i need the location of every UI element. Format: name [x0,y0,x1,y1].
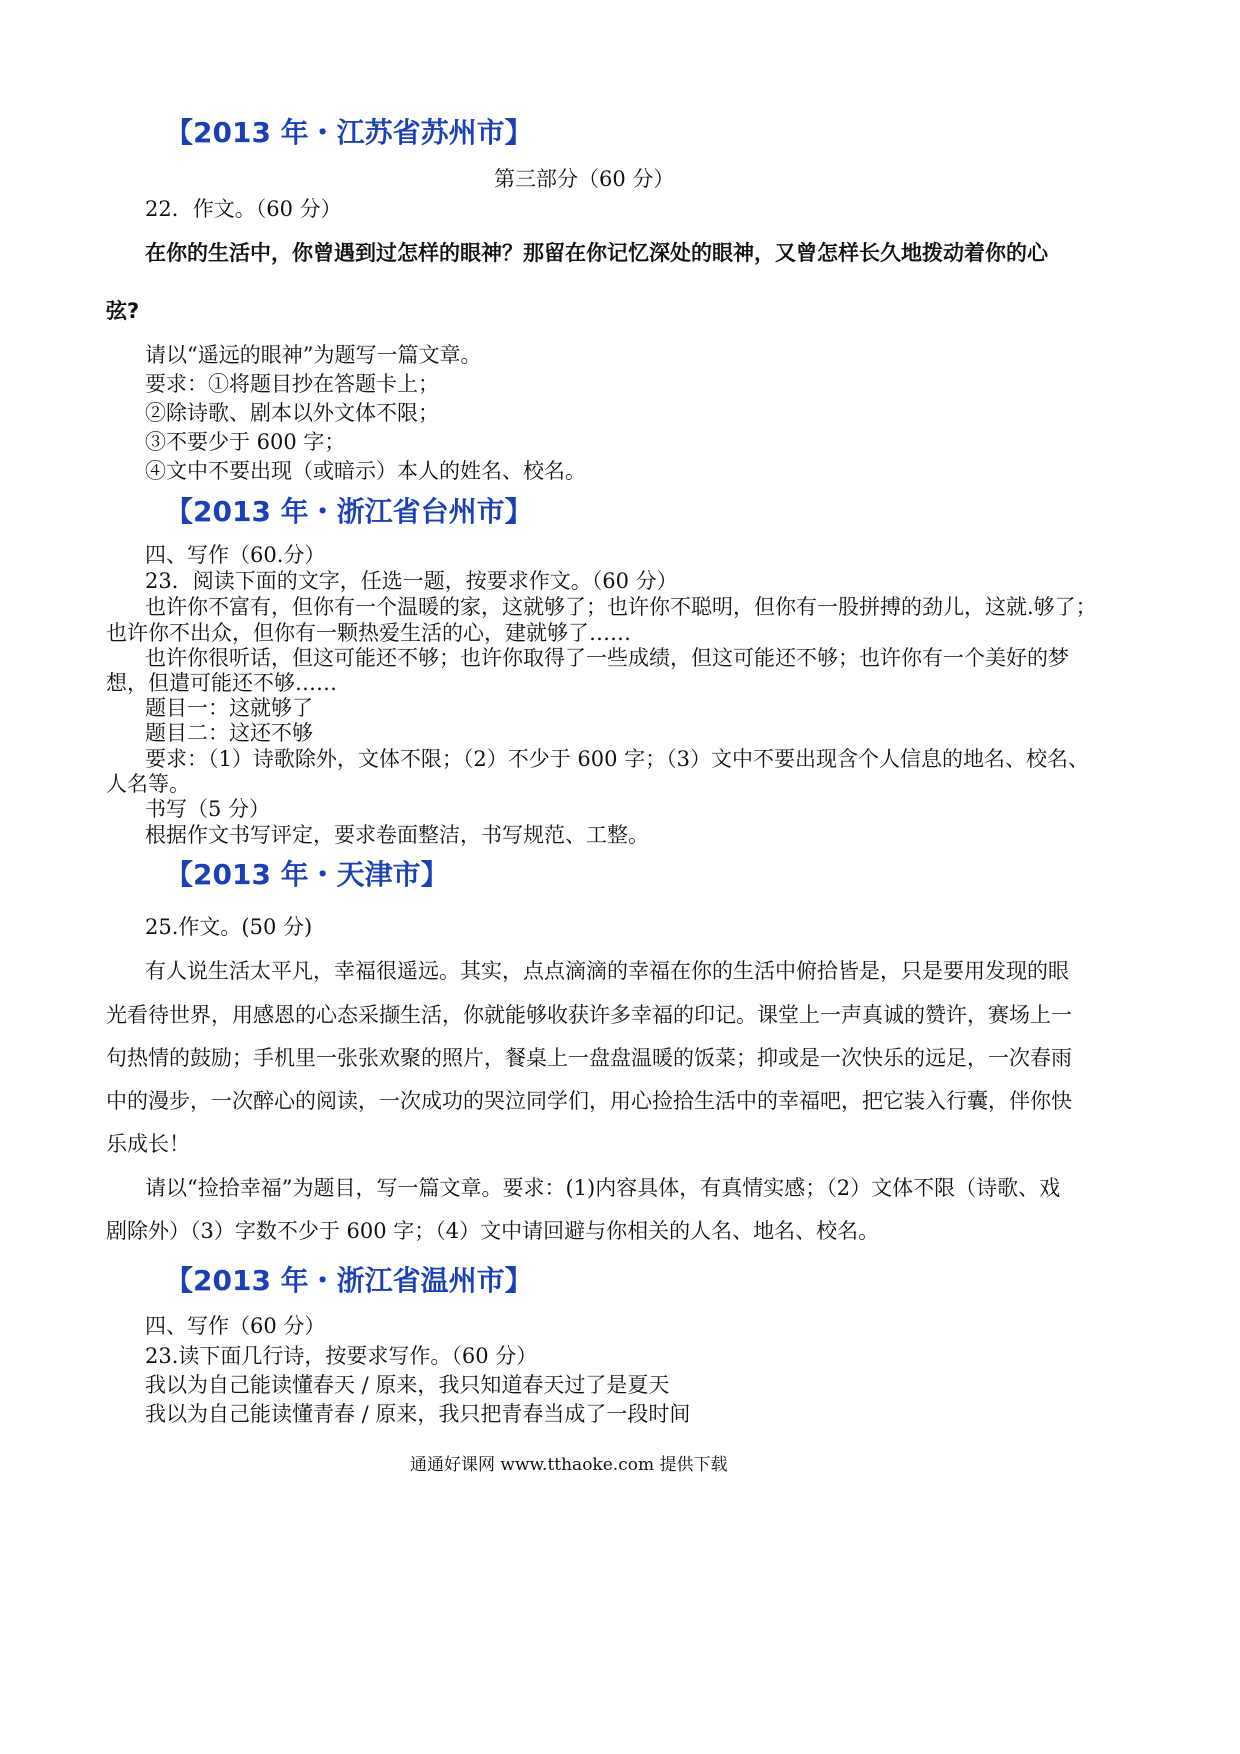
section-subheading: 第三部分（60 分） [494,167,675,191]
question-label: 22．作文。（60 分） [145,197,342,221]
text-line: 也许你很听话，但这可能还不够；也许你取得了一些成绩，但这可能还不够；也许你有一个美好的梦 [145,646,1069,670]
text-line: 光看待世界，用感恩的心态采撷生活，你就能够收获许多幸福的印记。课堂上一声真诚的赞许，赛场上一 [106,1003,1072,1027]
text-line: 也许你不出众，但你有一颗热爱生活的心，建就够了…… [106,621,631,645]
text-line: 句热情的鼓励；手机里一张张欢聚的照片，餐桌上一盘盘温暖的饭菜；抑或是一次快乐的远足，一次春雨 [106,1046,1072,1070]
text-line: 人名等。 [106,772,190,796]
page-footer: 通通好课网 www.tthaoke.com 提供下载 [410,1455,728,1475]
text-line: ③不要少于 600 字； [145,430,346,454]
text-line: 四、写作（60.分） [145,543,326,567]
prompt-line: 弦? [106,299,140,323]
prompt-line: 在你的生活中，你曾遇到过怎样的眼神？那留在你记忆深处的眼神，又曾怎样长久地拨动着你的心 [145,241,1048,265]
text-line: 题目二：这还不够 [145,721,313,745]
text-line: 请以“遥远的眼神”为题写一篇文章。 [145,343,482,367]
text-line: 题目一：这就够了 [145,696,313,720]
text-line: 四、写作（60 分） [145,1314,326,1338]
text-line: 乐成长！ [106,1132,190,1156]
section-heading-taizhou: 【2013 年・浙江省台州市】 [165,495,533,528]
text-line: 我以为自己能读懂青春 / 原来，我只把青春当成了一段时间 [145,1402,691,1426]
section-heading-wenzhou: 【2013 年・浙江省温州市】 [165,1264,533,1297]
text-line: 剧除外）（3）字数不少于 600 字；（4）文中请回避与你相关的人名、地名、校名。 [106,1219,880,1243]
text-line: 想，但遣可能还不够…… [106,671,337,695]
text-line: ④文中不要出现（或暗示）本人的姓名、校名。 [145,459,586,483]
text-line: 根据作文书写评定，要求卷面整洁，书写规范、工整。 [145,823,649,847]
text-line: 23．阅读下面的文字，任选一题，按要求作文。（60 分） [145,569,678,593]
text-line: 25.作文。(50 分) [145,915,313,939]
text-line: 也许你不富有，但你有一个温暖的家，这就够了；也许你不聪明，但你有一股拼搏的劲儿，这就.够了； [145,595,1097,619]
text-line: 请以“捡拾幸福”为题目，写一篇文章。要求：(1)内容具体，有真情实感；（2）文体不限（诗歌、戏 [145,1176,1061,1200]
text-line: 要求：①将题目抄在答题卡上； [145,372,439,396]
text-line: ②除诗歌、剧本以外文体不限； [145,401,439,425]
text-line: 要求：（1）诗歌除外，文体不限；（2）不少于 600 字；（3）文中不要出现含个人信息的地名、校名、 [145,747,1090,771]
text-line: 我以为自己能读懂春天 / 原来，我只知道春天过了是夏天 [145,1373,670,1397]
text-line: 23.读下面几行诗，按要求写作。（60 分） [145,1344,538,1368]
text-line: 书写（5 分） [145,797,271,821]
text-line: 中的漫步，一次醉心的阅读，一次成功的哭泣同学们，用心捡拾生活中的幸福吧，把它装入行囊，伴你快 [106,1089,1072,1113]
section-heading-tianjin: 【2013 年・天津市】 [165,858,449,891]
section-heading-suzhou: 【2013 年・江苏省苏州市】 [165,116,533,149]
text-line: 有人说生活太平凡，幸福很遥远。其实，点点滴滴的幸福在你的生活中俯拾皆是，只是要用发现的眼 [145,959,1069,983]
